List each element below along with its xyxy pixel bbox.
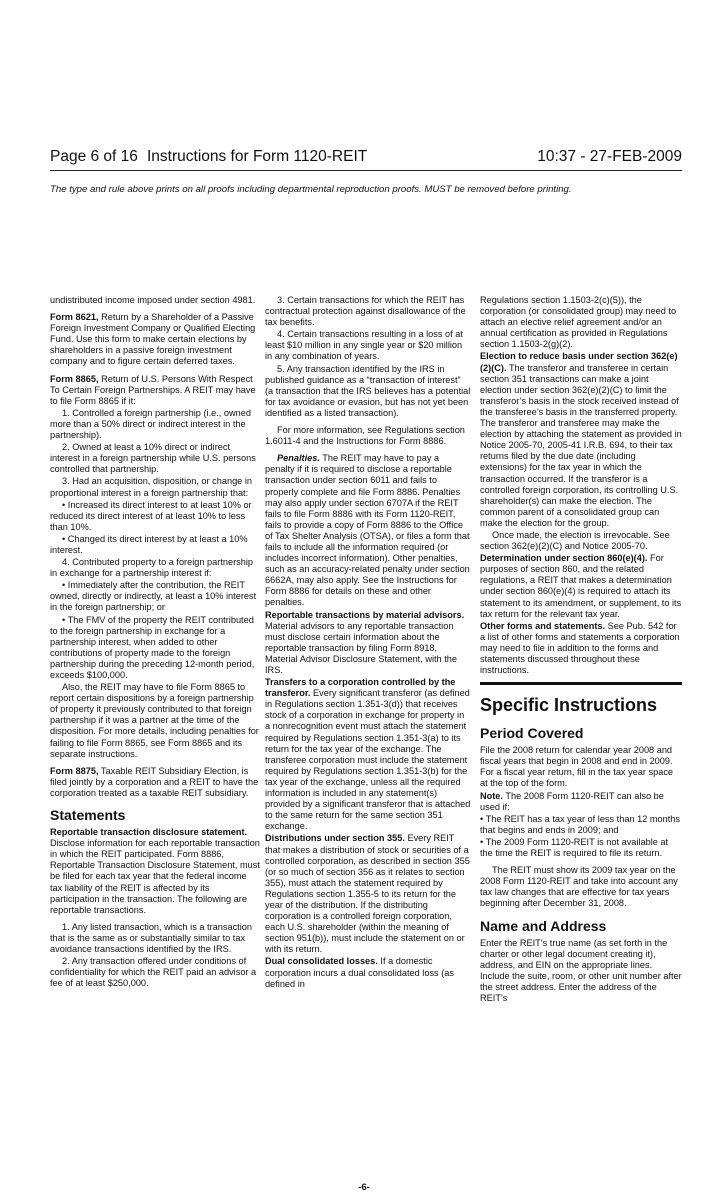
penalties-text: The REIT may have to pay a penalty if it is required to disclose a reportable transaction under section 6011 and fails to properly complete and file Form 8886. Penalties may also apply under section 6707A if the REIT fails to file Form 8886 with its Form 1120-REIT, fails to provide a copy of Form 8886 to the Office of Tax Shelter Analysis (OTSA), or files a form that fails to include all the information required (or includes incorrect information). Other penalties, such as an accuracy-related penalty under section 6662A, may also apply. See the Instructions for Form 8886 for details on these and other penalties.	[265, 453, 470, 608]
note-paragraph	[480, 791, 682, 813]
list-item: 4. Contributed property to a foreign partnership in exchange for a partnership interest if:	[50, 557, 254, 579]
column-3	[480, 295, 682, 1005]
form-8865-paragraph	[50, 374, 260, 407]
list-item: 3. Certain transactions for which the REIT has contractual protection against disallowance of the tax benefits.	[265, 295, 466, 328]
tcc-text: Every significant transferor (as defined in Regulations section 1.351-3(d)) that receives stock of a corporation in exchange for property in a nonrecognition event must attach the statement required by Regulations section 1.351-3(a) to its return for the tax year of the exchange. The transferee corporation must include the statement required by Regulations section 1.351-3(b) for the tax year of the exchange, unless all the required information is included in any statement(s) provided by a significant transferor that is attached to the same return for the same section 351 exchange.	[265, 688, 471, 832]
rtd-text: Disclose information for each reportable transaction in which the REIT participated. Form 8886, Reportable Transaction Disclosure Statement, must be filed for each tax year that the federal income tax liability of the REIT is affected by its participation in the transaction. The following are reportable transactions.	[50, 838, 260, 915]
ofs-paragraph	[480, 621, 682, 676]
paragraph: File the 2008 return for calendar year 2008 and fiscal years that begin in 2008 and end in 2009. For a fiscal year return, fill in the tax year space at the top of the form.	[480, 745, 674, 789]
list-item: 2. Owned at least a 10% direct or indirect interest in a foreign partnership while U.S. persons controlled that partnership.	[50, 442, 256, 475]
list-item: 1. Controlled a foreign partnership (i.e., owned more than a 50% direct or indirect interest in the partnership).	[50, 407, 251, 441]
bullet-item: • Immediately after the contribution, the REIT owned, directly or indirectly, at least a 10% interest in the foreign partnership; or	[50, 580, 257, 613]
form-8621-paragraph	[50, 312, 260, 367]
column-2	[265, 295, 471, 991]
ofs-text: See Pub. 542 for a list of other forms and statements a corporation may need to file in addition to the forms and statements discussed throughout these instructions.	[480, 620, 680, 676]
rtma-paragraph	[265, 610, 471, 677]
tcc-label: Transfers to a corporation controlled by the transferor.	[265, 677, 456, 699]
statements-heading: Statements	[50, 807, 126, 824]
erb-label: Election to reduce basis under section 362(e)(2)(C).	[480, 351, 678, 373]
list-item: 5. Any transaction identified by the IRS in published guidance as a “transaction of interest” (a transaction that the IRS believes has a potential for tax avoidance or evasion, but has not yet been identified as a listed transaction).	[265, 363, 471, 418]
note-label: Note.	[480, 790, 503, 801]
det-label: Determination under section 860(e)(4).	[480, 553, 648, 564]
form-8865-text: Return of U.S. Persons With Respect To Certain Foreign Partnerships. A REIT may have to file Form 8865 if it:	[50, 373, 256, 406]
bullet-item: • The REIT has a tax year of less than 12 months that begins and ends in 2009; and	[480, 813, 681, 835]
paragraph: Also, the REIT may have to file Form 8865 to report certain dispositions by a foreign partnership of property it previously contributed to that foreign partnership if it was a partner at the time of the disposition. For more details, including penalties for failing to file Form 8865, see Form 8865 and its separate instructions.	[50, 682, 259, 759]
dcl-label: Dual consolidated losses.	[265, 956, 378, 967]
column-1	[50, 295, 260, 990]
paragraph: undistributed income imposed under section 4981.	[50, 295, 256, 305]
penalties-label: Penalties.	[277, 453, 320, 464]
form-8621-label: Form 8621,	[50, 312, 99, 323]
paragraph: For more information, see Regulations section 1.6011-4 and the Instructions for Form 8886.	[265, 425, 465, 447]
period-covered-heading: Period Covered	[480, 725, 584, 742]
page-number: -6-	[358, 1182, 370, 1193]
dcl-paragraph	[265, 956, 471, 989]
rtd-paragraph	[50, 827, 260, 916]
paragraph: Regulations section 1.1503-2(c)(5)), the corporation (or consolidated group) may need to attach an elective relief agreement and/or an annual certification as provided in Regulations section 1.1503-2(g)(2).	[480, 295, 677, 350]
form-8875-text: Taxable REIT Subsidiary Election, is filed jointly by a corporation and a REIT to have the corporation treated as a taxable REIT subsidiary.	[50, 765, 259, 798]
bullet-item: • Increased its direct interest to at least 10% or reduced its direct interest of at least 10% to less than 10%.	[50, 499, 252, 532]
dcl-text: If a domestic corporation incurs a dual consolidated loss (as defined in	[265, 956, 454, 989]
list-item: 2. Any transaction offered under conditions of confidentiality for which the REIT paid an advisor a fee of at least $250,000.	[50, 956, 257, 989]
page-label: Page 6 of 16	[50, 148, 138, 165]
proof-note: The type and rule above prints on all proofs including departmental reproduction proofs. MUST be removed before printing.	[50, 184, 572, 195]
penalties-paragraph	[265, 453, 471, 608]
det-paragraph	[480, 553, 682, 620]
d355-text: Every REIT that makes a distribution of stock or securities of a controlled corporation, as described in section 355 (or so much of section 356 as it relates to section 355), must attach the statement required by Regulations section 1.355-5 to its return for the year of the distribution. If the distributing corporation is a controlled foreign corporation, each U.S. shareholder (within the meaning of section 951(b)), must include the statement on or with its return.	[265, 833, 470, 955]
paragraph: Enter the REIT’s true name (as set forth in the charter or other legal document creating it), address, and EIN on the appropriate lines. Include the suite, room, or other unit number after the street address. Enter the address of the REIT’s	[480, 937, 682, 1003]
paragraph: Once made, the election is irrevocable. See section 362(e)(2)(C) and Notice 2005-70.	[480, 529, 670, 552]
d355-label: Distributions under section 355.	[265, 833, 405, 844]
form-8875-label: Form 8875,	[50, 765, 99, 776]
form-8621-text: Return by a Shareholder of a Passive Foreign Investment Company or Qualified Electing Fund. Use this form to make certain elections by shareholders in a passive foreign investment company and to figure certain deferred taxes.	[50, 312, 256, 367]
bullet-item: • The FMV of the property the REIT contributed to the foreign partnership in exchange for a partnership interest, when added to other contributions of property made to the foreign partnership during the preceding 12-month period, exceeds $100,000.	[50, 614, 255, 680]
list-item: 4. Certain transactions resulting in a loss of at least $10 million in any single year or $20 million in any combination of years.	[265, 329, 463, 362]
form-title: Instructions for Form 1120-REIT	[147, 148, 368, 165]
specific-instructions-heading: Specific Instructions	[480, 682, 682, 715]
rtma-label: Reportable transactions by material advisors.	[265, 609, 465, 620]
form-8875-paragraph	[50, 766, 260, 799]
erb-paragraph	[480, 351, 682, 529]
ofs-label: Other forms and statements.	[480, 620, 606, 631]
list-item: 3. Had an acquisition, disposition, or change in proportional interest in a foreign partnership that:	[50, 476, 252, 498]
paragraph: The REIT must show its 2009 tax year on the 2008 Form 1120-REIT and take into account any tax law changes that are effective for tax years beginning after December 31, 2008.	[480, 865, 678, 909]
form-8865-label: Form 8865,	[50, 373, 99, 384]
rtd-label: Reportable transaction disclosure statement.	[50, 827, 248, 838]
rtma-text: Material advisors to any reportable transaction must disclose certain information about the reportable transaction by filing Form 8918, Material Advisor Disclosure Statement, with the IRS.	[265, 620, 457, 675]
timestamp: 10:37 - 27-FEB-2009	[537, 148, 682, 165]
bullet-item: • The 2009 Form 1120-REIT is not available at the time the REIT is required to file its return.	[480, 836, 669, 859]
list-item: 1. Any listed transaction, which is a transaction that is the same as or substantially similar to tax avoidance transactions identified by the IRS.	[50, 921, 252, 954]
bullet-item: • Changed its direct interest by at least a 10% interest.	[50, 533, 248, 555]
det-text: For purposes of section 860, and the related regulations, a REIT that makes a determination under section 860(e)(4) is required to attach its statement to its amendment, or supplement, to its tax return for the relevant tax year.	[480, 553, 682, 619]
note-text: The 2008 Form 1120-REIT can also be used if:	[480, 790, 664, 812]
erb-text: The transferor and transferee in certain section 351 transactions can make a joint election under section 362(e)(2)(C) to limit the transferor’s basis in the stock received instead of the transferee’s basis in the transferred property. The transferor and transferee may make the election by attaching the statement as provided in Notice 2005-70, 2005-41 I.R.B. 694, to their tax returns filed by the due date (including extensions) for the tax year in which the transaction occurred. If the transferor is a controlled foreign corporation, its controlling U.S. shareholder(s) can make the election. The common parent of a consolidated group can make the election for the group.	[480, 362, 682, 528]
name-address-heading: Name and Address	[480, 917, 607, 934]
d355-paragraph	[265, 833, 471, 955]
page-header	[50, 146, 682, 171]
tcc-paragraph	[265, 677, 471, 832]
